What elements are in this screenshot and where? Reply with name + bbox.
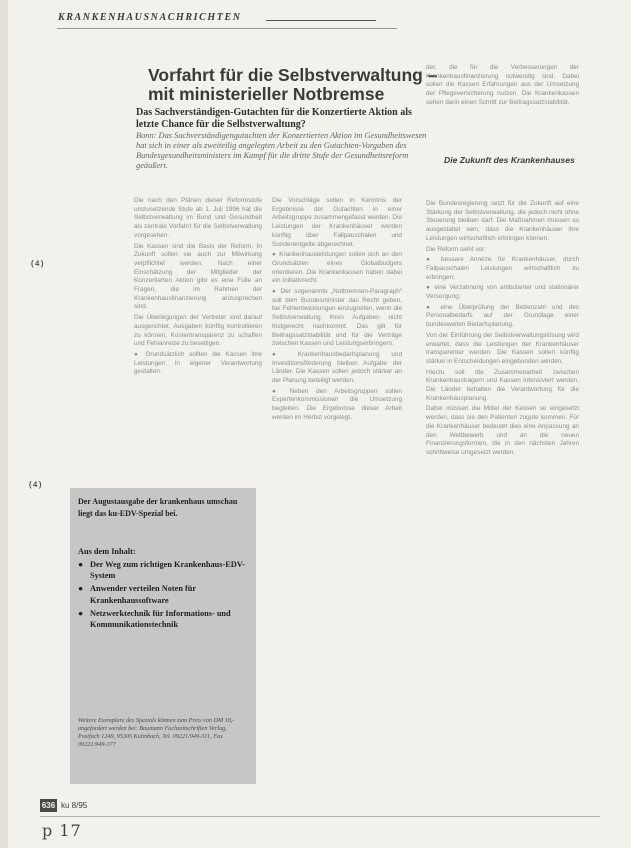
article-subhead: Das Sachverständigen-Gutachten für die Konzertierte Aktion als letzte Chance für die Selbstverwaltung? bbox=[136, 107, 412, 130]
list-item bbox=[78, 559, 252, 581]
paragraph: ● Der sogenannte „Notbremsen-Paragraph“ soll dem Bundesminister das Recht geben, bei Fehlentwicklungen einzugreifen, wenn die Selbstverwaltung ihren Aufgaben nicht fristgerecht nachkommt. Das gilt für Beitragssatzstabilität und für die Verträge zwischen Kassen und Leistungserbringern. bbox=[272, 288, 402, 348]
list-item-text: Anwender verteilen Noten für Krankenhaussoftware bbox=[90, 584, 196, 605]
handwritten-note: p 17 bbox=[42, 821, 82, 840]
paragraph: Die nach den Plänen dieser Reformstufe umzusetzende Stufe ab 1. Juli 1996 hat die Selbstverwaltung im Bund und Gesundheit als zentrale Vorfahrt für die Selbstverwaltung vorgesehen. bbox=[134, 197, 262, 239]
article-column-2 bbox=[272, 197, 402, 842]
list-item-text: Der Weg zum richtigen Krankenhaus-EDV-System bbox=[90, 560, 245, 581]
box-ordering-note: Weitere Exemplare des Spezials können zum Preis von DM 18,- angefordert werden bei: Baumann Fachzeitschriften Verlag, Postfach 1249, 95305 Kulmbach, Tel. 09221/949-311, Fax 09221/949-377 bbox=[78, 717, 235, 748]
paragraph: ● Grundsätzlich sollten die Kassen ihre Leistungen in eigener Verantwortung gestalten. bbox=[134, 350, 262, 376]
margin-mark-text: (4) bbox=[30, 260, 45, 269]
paragraph: Von der Einführung der Selbstverwaltungslösung wird erwartet, dass die Leistungen der Krankenhäuser transparenter werden. Die Kassen sollen künftig stärker in Entscheidungen eingebunden werden. bbox=[426, 331, 579, 365]
scan-edge bbox=[0, 0, 8, 848]
box-contents-list bbox=[78, 559, 252, 632]
issue-label: ku 8/95 bbox=[61, 801, 88, 810]
paragraph: ● Krankenhausleistungen sollen sich an den Grundsätzen eines Globalbudgets orientieren. Die Krankenkassen haben dabei ein Initiativrecht. bbox=[272, 251, 402, 285]
section-title: KRANKENHAUSNACHRICHTEN bbox=[58, 12, 242, 23]
edv-special-box bbox=[70, 488, 256, 784]
paragraph: Die Bundesregierung setzt für die Zukunft auf eine Stärkung der Selbstverwaltung, die jedoch nicht ohne Steuerung bleiben darf. Die Maßnahmen müssen so ausgestaltet sein, dass die Krankenhäuser ihre Leistungen wirtschaftlich erbringen können. bbox=[426, 200, 579, 242]
paragraph: Die Reform sieht vor: bbox=[426, 245, 487, 253]
paragraph: Die Vorschläge sollen in Kenntnis der Ergebnisse der Gutachten in einer Arbeitsgruppe zusammengefasst werden. Die Leistungen der Krankenhäuser werden künftig über Fallpauschalen und Sonderentgelte abgerechnet. bbox=[272, 197, 402, 248]
box-announcement: Der Augustausgabe der krankenhaus umschau liegt das ku-EDV-Spezial bei. bbox=[78, 497, 238, 518]
page-footer bbox=[40, 799, 240, 817]
article-headline: Vorfahrt für die Selbstverwaltung – mit ministerieller Notbremse bbox=[148, 65, 438, 104]
section-subheading: Die Zukunft des Krankenhauses bbox=[444, 155, 575, 165]
bullet-icon: ● bbox=[78, 560, 84, 569]
bullet-icon: ● bbox=[78, 584, 84, 594]
paragraph: Hierzu soll die Zusammenarbeit zwischen Krankenhausträgern und Kassen intensiviert werden. Die Länder behalten die Verantwortung für die Krankenhausplanung. bbox=[426, 368, 579, 402]
article-column-3-top bbox=[426, 64, 579, 146]
paragraph: Die Überlegungen der Vertreter sind darauf ausgerichtet, Ausgaben künftig kontrollieren zu können, Kostentransparenz zu schaffen und Fehlanreize zu beseitigen. bbox=[134, 314, 262, 348]
margin-mark-text: (4) bbox=[28, 481, 43, 490]
article-lead: Bonn: Das Sachverständigengutachten der Konzertierten Aktion im Gesundheitswesen hat sich in einer als zweiteilig angelegten Arbeit zu den Gutachten-Vorgaben des Bundesgesundheitsministers im Kampf für die dritte Stufe der Gesundheitsreform geäußert. bbox=[136, 131, 427, 170]
box-heading: Aus dem Inhalt: bbox=[78, 547, 136, 556]
margin-hole-mark bbox=[30, 260, 44, 270]
paragraph: ● eine Überprüfung der Bettenzahl und des Personalbedarfs auf der Grundlage einer bundesweiten Bedarfsplanung. bbox=[426, 303, 579, 329]
page-header bbox=[58, 12, 450, 26]
header-rule bbox=[266, 20, 376, 21]
page-number: 636 bbox=[41, 801, 56, 810]
bullet-icon: ● bbox=[78, 608, 84, 618]
paragraph: Die Kassen sind die Basis der Reform. In Zukunft sollen sie auch zur Mitwirkung verpflichtet werden. Nach einer Einschätzung der Mitglieder der Konzertierten Aktion gibt es eine Fülle an Fragen, die im Rahmen der Krankenhausfinanzierung anzusprechen sind. bbox=[134, 242, 262, 311]
article-column-1 bbox=[134, 197, 262, 461]
margin-hole-mark bbox=[28, 481, 42, 491]
page-rule bbox=[57, 28, 397, 29]
list-item bbox=[78, 583, 252, 605]
paragraph: ● bessere Anreize für Krankenhäuser, durch Fallpauschalen Leistungen wirtschaftlich zu erbringen; bbox=[426, 256, 579, 281]
article-column-3 bbox=[426, 200, 579, 840]
list-item-text: Netzwerktechnik für Informations- und Kommunikationstechnik bbox=[90, 608, 231, 630]
list-item bbox=[78, 608, 252, 630]
paragraph: ● Neben den Arbeitsgruppen sollen Expertenkommissionen die Umsetzung begleiten. Die Ergebnisse dieser Arbeit werden im Herbst vorgelegt. bbox=[272, 387, 402, 421]
paragraph: ● Krankenhausbedarfsplanung und Investitionsförderung bleiben Aufgabe der Länder. Die Kassen sollen jedoch stärker an der Planung beteiligt werden. bbox=[272, 350, 402, 385]
paragraph: Dabei müssen die Mittel der Kassen so eingesetzt werden, dass sie den Patienten zugute kommen. Für die Krankenhäuser bedeutet dies eine Anpassung an den Wettbewerb und an die neuen Finanzierungsformen, die in den nächsten Jahren schrittweise umgesetzt werden. bbox=[426, 405, 579, 456]
paragraph: ● eine Verzahnung von ambulanter und stationärer Versorgung; bbox=[426, 284, 579, 301]
paragraph: der, die für die Verbesserungen der Krankenhausfinanzierung notwendig sind. Dabei sollen die Kassen Erfahrungen aus der Umsetzung der Pflegeversicherung nutzen. Die Krankenkassen sehen darin einen Schritt zur Beitragssatzstabilität. bbox=[426, 64, 579, 106]
